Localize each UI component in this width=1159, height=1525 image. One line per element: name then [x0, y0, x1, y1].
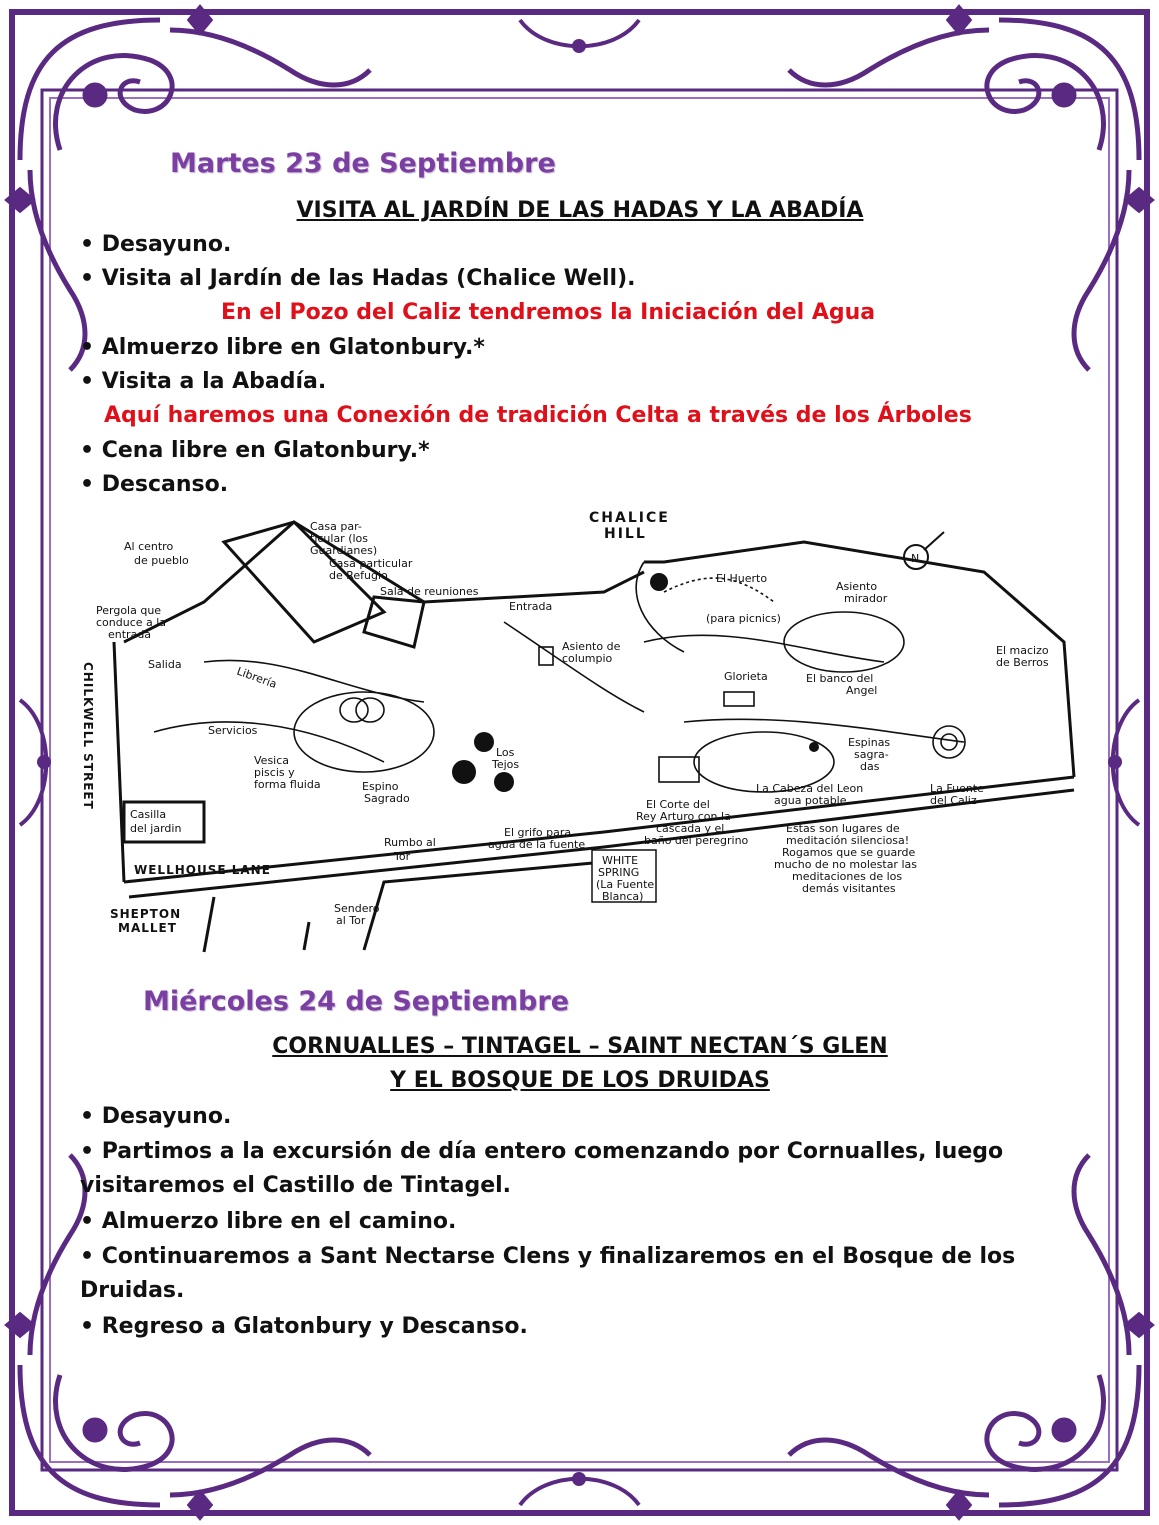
map-label-white-spring-2: SPRING — [598, 866, 640, 879]
map-label-espinas-2: sagra- — [854, 748, 889, 761]
map-label-para-picnics: (para picnics) — [706, 612, 781, 625]
day2-item-excursion: • Partimos a la excursión de día entero comenzando por Cornualles, luego visitaremos el Castillo de Tintagel. — [80, 1139, 1004, 1198]
map-label-wellhouse-lane: WELLHOUSE LANE — [134, 863, 271, 877]
map-label-sendero-2: al Tor — [336, 914, 366, 927]
map-label-corte-1: El Corte del — [646, 798, 710, 811]
north-arrow-icon: N — [911, 552, 920, 565]
map-label-casilla-1: Casilla — [130, 808, 167, 821]
map-label-white-spring-1: WHITE — [602, 854, 639, 867]
map-label-chalice-hill-1: CHALICE — [589, 510, 670, 526]
map-label-angel-1: El banco del — [806, 672, 874, 685]
map-label-corte-2: Rey Arturo con la — [636, 810, 731, 823]
day1-item-rest: • Descanso. — [80, 472, 229, 497]
map-label-refugio-1: Casa particular — [329, 557, 413, 570]
map-label-salida: Salida — [148, 658, 182, 671]
day1-note-water-initiation: En el Pozo del Caliz tendremos la Iniciación del Agua — [221, 300, 876, 325]
day1-item-dinner: • Cena libre en Glatonbury.* — [80, 438, 430, 463]
map-label-refugio-2: de Refugio — [329, 569, 388, 582]
map-label-white-spring-3: (La Fuente — [596, 878, 655, 891]
map-label-corte-4: baño del peregrino — [644, 834, 749, 847]
map-label-fuente-caliz-1: La Fuente — [930, 782, 984, 795]
map-label-libreria: Librería — [234, 664, 279, 692]
map-label-al-centro-2: de pueblo — [134, 554, 189, 567]
day1-item-breakfast: • Desayuno. — [80, 232, 232, 257]
map-label-leon-1: La Cabeza del Leon — [756, 782, 864, 795]
chilkwell-street-road — [114, 642, 124, 882]
map-label-white-spring-4: Blanca) — [602, 890, 644, 903]
day1-item-abbey: • Visita a la Abadía. — [80, 369, 327, 394]
map-label-angel-2: Angel — [846, 684, 878, 697]
map-label-al-centro-1: Al centro — [124, 540, 174, 553]
day1-heading: VISITA AL JARDÍN DE LAS HADAS Y LA ABADÍA — [296, 198, 864, 223]
map-label-pergola-2: conduce a la — [96, 616, 167, 629]
map-label-tejos-2: Tejos — [492, 758, 520, 771]
map-label-tejos-1: Los — [496, 746, 515, 759]
map-label-rumbo-1: Rumbo al — [384, 836, 436, 849]
map-label-columpio-2: columpio — [562, 652, 613, 665]
map-label-espino-2: Sagrado — [364, 792, 410, 805]
map-label-berros-2: de Berros — [996, 656, 1049, 669]
map-label-espinas-3: das — [860, 760, 880, 773]
day2-item-breakfast: • Desayuno. — [80, 1104, 232, 1129]
map-label-corte-3: cascada y el — [656, 822, 725, 835]
map-label-guardianes-1: Casa par- — [310, 520, 362, 533]
day1-note-celtic-trees: Aquí haremos una Conexión de tradición Celta a través de los Árboles — [104, 403, 972, 428]
map-label-entrada: Entrada — [509, 600, 553, 613]
chalice-well-map — [81, 502, 1084, 950]
day2-item-return: • Regreso a Glatonbury y Descanso. — [80, 1314, 528, 1339]
map-label-el-huerto: El Huerto — [716, 572, 768, 585]
map-label-espino-1: Espino — [362, 780, 399, 793]
map-label-meditacion-2: meditación silenciosa! — [786, 834, 910, 847]
map-label-vesica-3: forma fluida — [254, 778, 321, 791]
map-label-mirador-1: Asiento — [836, 580, 878, 593]
day2-heading-line1: CORNUALLES – TINTAGEL – SAINT NECTAN´S GLEN — [272, 1034, 888, 1059]
map-label-columpio-1: Asiento de — [562, 640, 621, 653]
map-label-meditacion-4: mucho de no molestar las — [774, 858, 917, 871]
map-label-fuente-caliz-2: del Caliz — [930, 794, 977, 807]
map-label-glorieta: Glorieta — [724, 670, 768, 683]
day2-item-druids: • Continuaremos a Sant Nectarse Clens y finalizaremos en el Bosque de los Druidas. — [80, 1244, 1016, 1303]
day1-item-fairy-garden: • Visita al Jardín de las Hadas (Chalice Well). — [80, 266, 636, 291]
map-label-guardianes-2: ticular (los — [310, 532, 369, 545]
map-label-vesica-2: piscis y — [254, 766, 295, 779]
map-label-pergola-3: entrada — [108, 628, 152, 641]
map-label-chalice-hill-2: HILL — [604, 526, 647, 542]
map-label-grifo-1: El grifo para — [504, 826, 572, 839]
map-label-leon-2: agua potable — [774, 794, 847, 807]
map-label-casilla-2: del jardin — [130, 822, 182, 835]
map-label-meditacion-3: Rogamos que se guarde — [782, 846, 916, 859]
map-label-meditacion-5: meditaciones de los — [792, 870, 903, 883]
map-label-guardianes-3: Guardianes) — [310, 544, 378, 557]
day2-item-lunch: • Almuerzo libre en el camino. — [80, 1209, 457, 1234]
map-label-rumbo-2: Tor — [394, 850, 411, 863]
map-label-meditacion-6: demás visitantes — [802, 882, 896, 895]
map-label-shepton-1: SHEPTON — [110, 907, 182, 921]
map-label-pergola-1: Pergola que — [96, 604, 162, 617]
map-label-servicios: Servicios — [208, 724, 258, 737]
map-label-sala-reuniones: Sala de reuniones — [380, 585, 479, 598]
map-label-vesica-1: Vesica — [254, 754, 290, 767]
map-label-espinas-1: Espinas — [848, 736, 891, 749]
map-label-chilkwell-street: CHILKWELL STREET — [81, 662, 95, 810]
map-label-grifo-2: agua de la fuente — [488, 838, 586, 851]
day1-title: Martes 23 de Septiembre — [170, 148, 556, 179]
day2-title: Miércoles 24 de Septiembre — [143, 986, 570, 1017]
map-label-sendero-1: Sendero — [334, 902, 380, 915]
day1-item-lunch: • Almuerzo libre en Glatonbury.* — [80, 335, 485, 360]
map-label-shepton-2: MALLET — [118, 921, 177, 935]
day2-heading-line2: Y EL BOSQUE DE LOS DRUIDAS — [390, 1068, 770, 1093]
map-label-berros-1: El macizo — [996, 644, 1049, 657]
map-label-meditacion-1: Estas son lugares de — [786, 822, 900, 835]
map-label-mirador-2: mirador — [844, 592, 888, 605]
